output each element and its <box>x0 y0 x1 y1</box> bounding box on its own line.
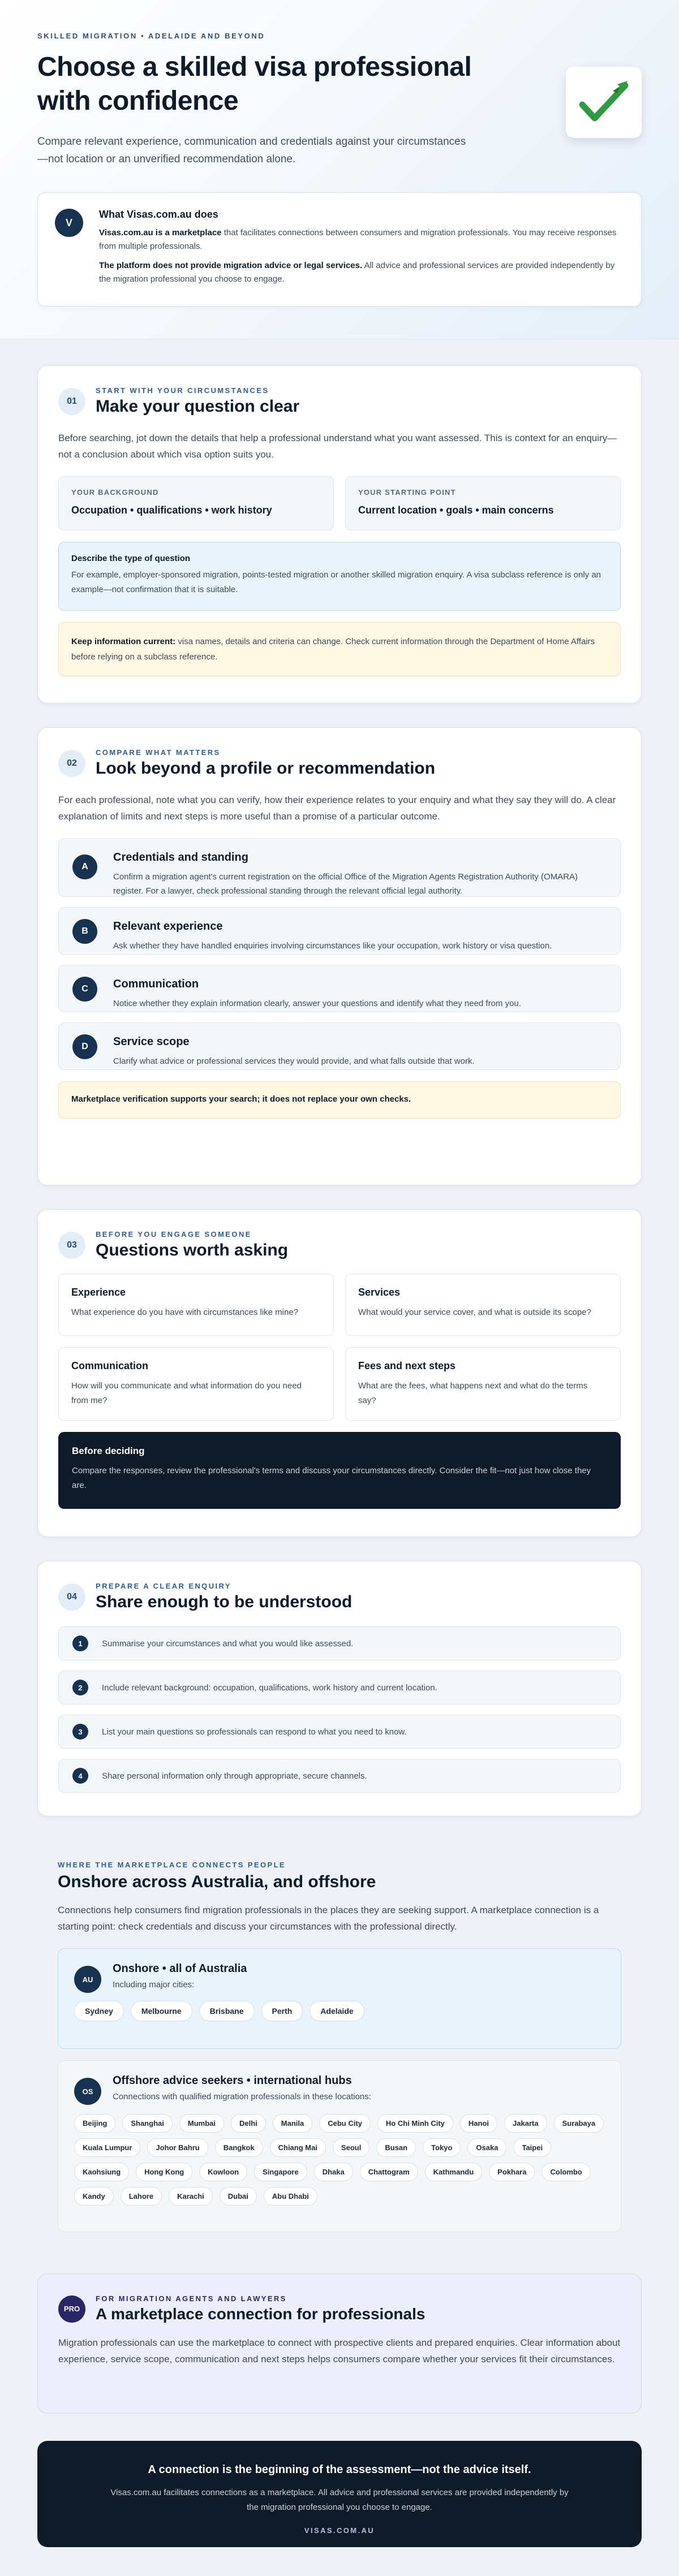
section-kicker: WHERE THE MARKETPLACE CONNECTS PEOPLE <box>58 1861 286 1869</box>
about-p1-bold: Visas.com.au is a marketplace <box>99 228 222 238</box>
verification-notice: Marketplace verification supports your search; it does not replace your own checks. <box>58 1081 621 1119</box>
city-chip: Cebu City <box>319 2114 371 2133</box>
about-title: What Visas.com.au does <box>99 209 218 220</box>
about-p2-rest: All advice and professional services are provided independently by the migration professional you choose to engage. <box>99 261 615 284</box>
onshore-city-list <box>74 2001 607 2021</box>
section-header <box>58 386 621 416</box>
city-chip: Kandy <box>74 2187 114 2206</box>
onshore-tag: AU <box>74 1966 101 1993</box>
offshore-title: Offshore advice seekers • international hubs <box>113 2074 352 2087</box>
feature-title: Communication <box>113 978 199 990</box>
city-chip: Jakarta <box>504 2114 547 2133</box>
before-deciding-desc: Compare the responses, review the professional's terms and discuss your circumstances directly. Consider the fit—not just how close they are. <box>72 1466 591 1490</box>
about-p2 <box>99 259 624 286</box>
section-header <box>58 2294 621 2323</box>
question-card-communication <box>58 1347 334 1421</box>
section-title: Questions worth asking <box>96 1241 289 1259</box>
background-value: Occupation • qualifications • work history <box>71 504 272 516</box>
section-title: Look beyond a profile or recommendation <box>96 759 436 778</box>
city-chip: Hong Kong <box>136 2163 192 2181</box>
section-number: 04 <box>58 1583 85 1611</box>
section-description: For each professional, note what you can verify, how their experience relates to your enquiry and what they say they will do. A clear explanation of limits and next steps is more useful than a promise of a particular outcome. <box>58 795 616 822</box>
city-chip: Surabaya <box>554 2114 604 2133</box>
city-chip: Delhi <box>231 2114 266 2133</box>
step-number: 4 <box>72 1768 88 1784</box>
offshore-city-list <box>74 2114 607 2206</box>
city-chip: Tokyo <box>423 2138 461 2157</box>
background-start-row <box>58 476 621 530</box>
offshore-region <box>58 2060 621 2232</box>
hero <box>0 0 679 339</box>
question-card-experience <box>58 1274 334 1336</box>
city-chip: Mumbai <box>179 2114 224 2133</box>
city-chip: Taipei <box>513 2138 551 2157</box>
section-kicker: FOR MIGRATION AGENTS AND LAWYERS <box>96 2294 287 2303</box>
feature-letter: A <box>72 855 97 879</box>
step-text: Share personal information only through appropriate, secure channels. <box>102 1771 367 1781</box>
city-chip: Shanghai <box>122 2114 173 2133</box>
city-chip: Kowloon <box>199 2163 247 2181</box>
background-label: YOUR BACKGROUND <box>71 488 159 497</box>
question-type-desc: For example, employer-sponsored migration, points-tested migration or another skilled migration enquiry. A visa subclass reference is only an example—not confirmation that it is suitable. <box>71 570 601 594</box>
section-description: Migration professionals can use the marketplace to connect with prospective clients and prepared enquiries. Clear information about experience, service scope, communication and next steps helps consumers compare whether your services fit their circumstances. <box>58 2337 621 2364</box>
offshore-tag: OS <box>74 2078 101 2105</box>
section-title: A marketplace connection for professionals <box>96 2305 426 2323</box>
city-chip: Lahore <box>121 2187 162 2206</box>
feature-communication <box>58 965 621 1012</box>
section-title: Onshore across Australia, and offshore <box>58 1872 376 1891</box>
section-locations <box>37 1840 642 2251</box>
step-number: 3 <box>72 1724 88 1740</box>
keep-current-callout <box>58 622 621 676</box>
background-card <box>58 476 334 530</box>
section-header <box>58 1230 621 1260</box>
section-title: Make your question clear <box>96 397 300 416</box>
city-chip: Chiang Mai <box>270 2138 326 2157</box>
feature-title: Service scope <box>113 1035 190 1048</box>
city-chip: Karachi <box>169 2187 213 2206</box>
city-chip: Kathmandu <box>425 2163 483 2181</box>
starting-point-value: Current location • goals • main concerns <box>358 504 554 516</box>
page-title: Choose a skilled visa professional with confidence <box>37 52 472 116</box>
step-text: Summarise your circumstances and what you would like assessed. <box>102 1638 354 1649</box>
city-chip: Manila <box>273 2114 312 2133</box>
question-title: Services <box>358 1287 401 1298</box>
section-questions <box>37 1209 642 1537</box>
city-chip: Ho Chi Minh City <box>377 2114 453 2133</box>
city-chip: Kaohsiung <box>74 2163 129 2181</box>
step-number: 1 <box>72 1636 88 1651</box>
question-title: Communication <box>71 1360 149 1371</box>
keep-current-bold: Keep information current: <box>71 637 176 646</box>
enquiry-step <box>58 1671 621 1705</box>
step-text: List your main questions so professionals can respond to what you need to know. <box>102 1727 407 1737</box>
section-kicker: PREPARE A CLEAR ENQUIRY <box>96 1582 231 1590</box>
enquiry-step <box>58 1759 621 1793</box>
city-chip: Perth <box>261 2001 303 2021</box>
question-title: Experience <box>71 1287 126 1298</box>
check-plane-icon <box>578 79 630 126</box>
section-kicker: COMPARE WHAT MATTERS <box>96 748 221 757</box>
feature-letter: C <box>72 977 97 1002</box>
feature-desc: Confirm a migration agent's current registration on the official Office of the Migration Agents Registration Authority (OMARA) register. For a lawyer, check professional standing through the relevant official legal authority. <box>113 872 578 896</box>
footer <box>37 2441 642 2547</box>
section-number: 01 <box>58 388 85 415</box>
step-number: 2 <box>72 1680 88 1695</box>
footer-site-link[interactable]: VISAS.COM.AU <box>304 2526 375 2535</box>
onshore-title: Onshore • all of Australia <box>113 1962 247 1975</box>
question-card-services <box>345 1274 621 1336</box>
city-chip: Pokhara <box>489 2163 535 2181</box>
footer-title: A connection is the beginning of the assessment—not the advice itself. <box>148 2463 531 2476</box>
question-type-title: Describe the type of question <box>71 554 191 563</box>
starting-point-card <box>345 476 621 530</box>
city-chip: Dhaka <box>314 2163 353 2181</box>
city-chip: Brisbane <box>199 2001 255 2021</box>
section-number: 02 <box>58 750 85 777</box>
logo[interactable] <box>566 67 642 138</box>
enquiry-step <box>58 1715 621 1749</box>
section-compare <box>37 727 642 1185</box>
feature-letter: D <box>72 1034 97 1059</box>
city-chip: Seoul <box>333 2138 369 2157</box>
section-circumstances <box>37 365 642 704</box>
feature-service-scope <box>58 1022 621 1070</box>
section-number: 03 <box>58 1232 85 1259</box>
city-chip: Colombo <box>542 2163 590 2181</box>
onshore-region <box>58 1948 621 2049</box>
feature-desc: Notice whether they explain information clearly, answer your questions and identify what they need from you. <box>113 999 521 1008</box>
city-chip: Beijing <box>74 2114 115 2133</box>
before-deciding-card <box>58 1432 621 1509</box>
city-chip: Melbourne <box>131 2001 192 2021</box>
footer-desc: Visas.com.au facilitates connections as a marketplace. All advice and professional services are provided independently by the migration professional you choose to engage. <box>110 2488 569 2512</box>
question-desc: What experience do you have with circumstances like mine? <box>71 1308 299 1317</box>
step-text: Include relevant background: occupation, qualifications, work history and current location. <box>102 1682 437 1693</box>
feature-desc: Ask whether they have handled enquiries involving circumstances like your occupation, work history or visa question. <box>113 941 552 951</box>
section-title: Share enough to be understood <box>96 1593 353 1611</box>
about-p2-bold: The platform does not provide migration advice or legal services. <box>99 261 363 270</box>
hero-eyebrow: SKILLED MIGRATION • ADELAIDE AND BEYOND <box>37 32 265 40</box>
city-chip: Singapore <box>254 2163 307 2181</box>
city-chip: Abu Dhabi <box>264 2187 317 2206</box>
feature-experience <box>58 907 621 955</box>
professionals-section <box>37 2273 642 2414</box>
question-desc: What would your service cover, and what is outside its scope? <box>358 1308 591 1317</box>
city-chip: Busan <box>376 2138 416 2157</box>
section-header <box>58 748 621 778</box>
feature-title: Credentials and standing <box>113 851 248 864</box>
city-chip: Kuala Lumpur <box>74 2138 140 2157</box>
question-type-callout <box>58 542 621 611</box>
about-p1-rest: that facilitates connections between consumers and migration professionals. You may receive responses from multiple professionals. <box>99 228 617 251</box>
onshore-subtitle: Including major cities: <box>113 1980 195 1990</box>
before-deciding-title: Before deciding <box>72 1446 145 1456</box>
question-desc: How will you communicate and what information do you need from me? <box>71 1381 302 1405</box>
about-p1 <box>99 226 624 253</box>
questions-grid <box>58 1274 621 1421</box>
city-chip: Sydney <box>74 2001 124 2021</box>
feature-desc: Clarify what advice or professional services they would provide, and what falls outside that work. <box>113 1056 475 1066</box>
about-card <box>37 192 642 307</box>
question-desc: What are the fees, what happens next and what do the terms say? <box>358 1381 588 1405</box>
enquiry-step <box>58 1626 621 1660</box>
section-description: Connections help consumers find migration professionals in the places they are seeking support. A marketplace connection is a starting point: check credentials and discuss your circumstances with the professional directly. <box>58 1905 599 1932</box>
city-chip: Dubai <box>220 2187 257 2206</box>
city-chip: Johor Bahru <box>147 2138 208 2157</box>
question-card-fees <box>345 1347 621 1421</box>
feature-title: Relevant experience <box>113 920 223 933</box>
city-chip: Osaka <box>467 2138 506 2157</box>
about-badge: V <box>55 209 83 237</box>
city-chip: Hanoi <box>460 2114 497 2133</box>
keep-current-text: visa names, details and criteria can change. Check current information through the Department of Home Affairs before relying on a subclass reference. <box>71 637 595 662</box>
section-header <box>58 1582 621 1612</box>
offshore-subtitle: Connections with qualified migration professionals in these locations: <box>113 2092 371 2102</box>
city-chip: Bangkok <box>215 2138 263 2157</box>
section-description: Before searching, jot down the details that help a professional understand what you want assessed. This is context for an enquiry—not a conclusion about which visa option suits you. <box>58 433 617 460</box>
section-kicker: START WITH YOUR CIRCUMSTANCES <box>96 386 269 395</box>
pro-badge: PRO <box>58 2295 85 2323</box>
section-enquiry <box>37 1561 642 1816</box>
section-kicker: BEFORE YOU ENGAGE SOMEONE <box>96 1230 252 1239</box>
starting-point-label: YOUR STARTING POINT <box>358 488 456 497</box>
city-chip: Adelaide <box>310 2001 364 2021</box>
hero-lede: Compare relevant experience, communication and credentials against your circumstances—not location or an unverified recommendation alone. <box>37 136 466 165</box>
question-title: Fees and next steps <box>358 1360 456 1371</box>
feature-credentials <box>58 838 621 897</box>
feature-letter: B <box>72 919 97 944</box>
city-chip: Chattogram <box>360 2163 418 2181</box>
